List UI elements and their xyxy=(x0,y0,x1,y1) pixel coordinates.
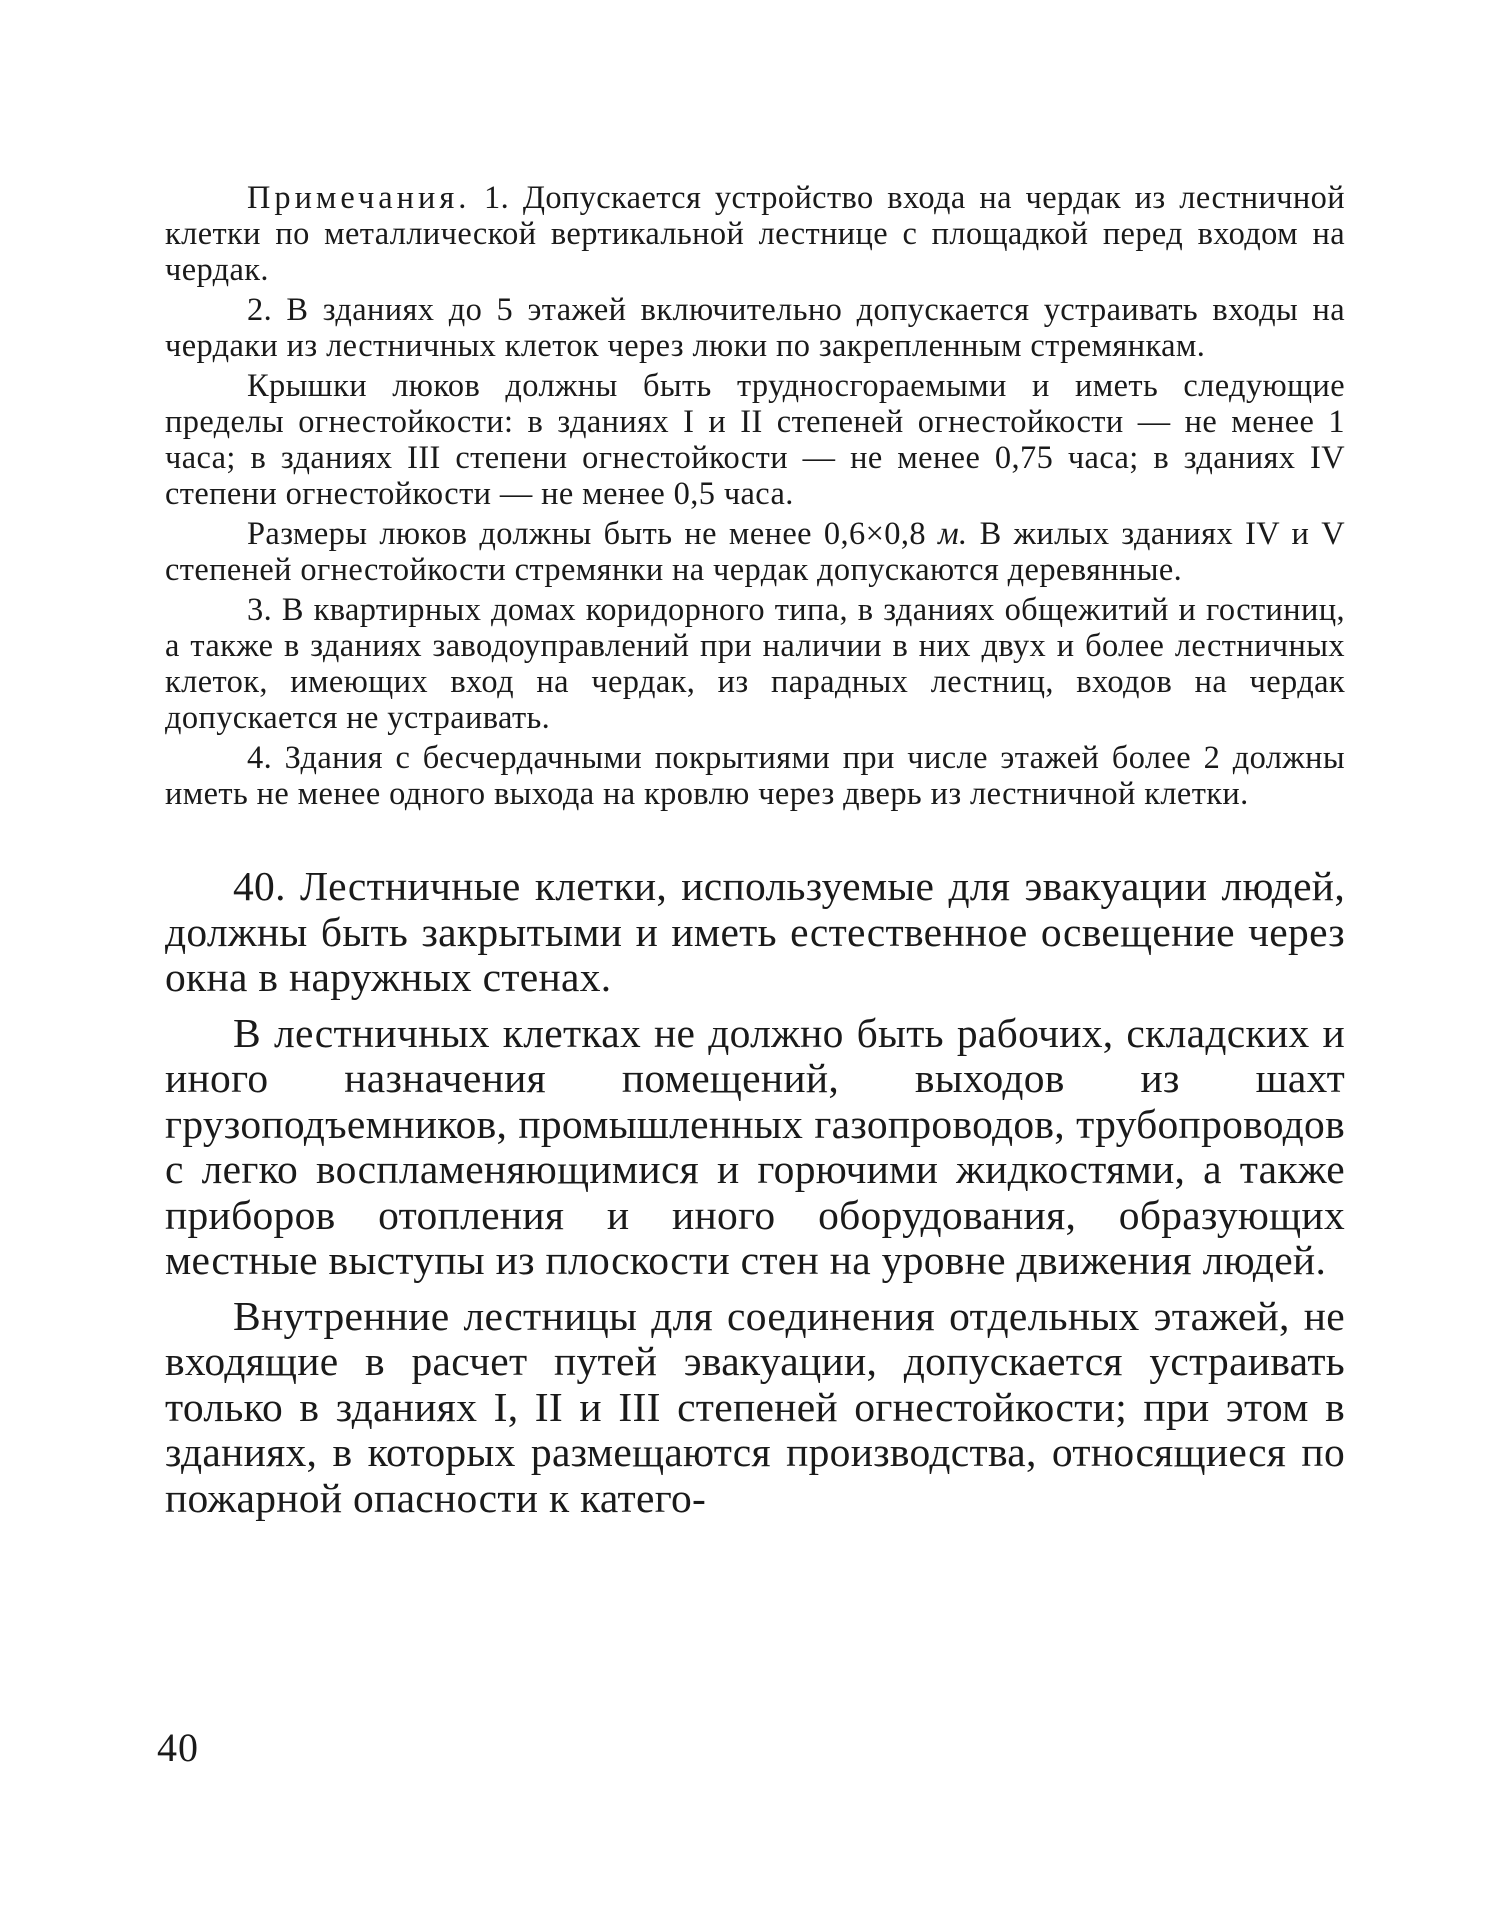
note-3: 3. В квартирных домах коридорного типа, в зданиях общежитий и гостиниц, а также в зданиях заводоуправлений при наличии в них двух и более лестничных клеток, имеющих вход на чердак, из парадных лестниц, входов на чердак допускается не устраивать. xyxy=(165,592,1345,736)
note-2-hatch-sizes xyxy=(165,516,1345,588)
paragraph-internal-stairs: Внутренние лестницы для соединения отдельных этажей, не входящие в расчет путей эвакуации, допускается устраивать только в зданиях I, II и III степеней огнестойкости; при этом в зданиях, в которых размещаются производства, относящиеся по пожарной опасности к катего- xyxy=(165,1292,1345,1521)
document-page xyxy=(165,180,1345,1521)
hatch-size-rest: В жилых зданиях IV и V степеней огнестойкости стремянки на чердак допускаются деревянные. xyxy=(165,516,1346,588)
note-2-hatch-limits: Крышки люков должны быть трудносгораемыми и иметь следующие пределы огнестойкости: в зданиях I и II степеней огнестойкости — не менее 1 часа; в зданиях III степени огнестойкости — не менее 0,75 часа; в зданиях IV степени огнестойкости — не менее 0,5 часа. xyxy=(165,368,1345,512)
note-4: 4. Здания с бесчердачными покрытиями при числе этажей более 2 должны иметь не менее одного выхода на кровлю через дверь из лестничной клетки. xyxy=(165,740,1345,812)
main-text-section xyxy=(165,864,1345,1521)
hatch-size-text: Размеры люков должны быть не менее 0,6×0,8 xyxy=(247,516,926,552)
page-number: 40 xyxy=(157,1725,199,1770)
notes-section xyxy=(165,180,1345,812)
note-1-text: 1. Допускается устройство входа на чердак из лестничной клетки по металлической вертикальной лестнице с площадкой перед входом на чердак. xyxy=(165,180,1345,288)
notes-label: Примечания. xyxy=(247,180,471,216)
paragraph-40: 40. Лестничные клетки, используемые для эвакуации людей, должны быть закрытыми и иметь естественное освещение через окна в наружных стенах. xyxy=(165,863,1345,1000)
hatch-size-unit: м. xyxy=(937,516,968,552)
paragraph-stair-restrictions: В лестничных клетках не должно быть рабочих, складских и иного назначения помещений, выходов из шахт грузоподъемников, промышленных газопроводов, трубопроводов с легко воспламеняющимися и горючими жидкостями, а также приборов отопления и иного оборудования, образующих местные выступы из плоскости стен на уровне движения людей. xyxy=(165,1009,1345,1283)
note-1 xyxy=(165,180,1345,288)
note-2: 2. В зданиях до 5 этажей включительно допускается устраивать входы на чердаки из лестничных клеток через люки по закрепленным стремянкам. xyxy=(165,292,1345,364)
